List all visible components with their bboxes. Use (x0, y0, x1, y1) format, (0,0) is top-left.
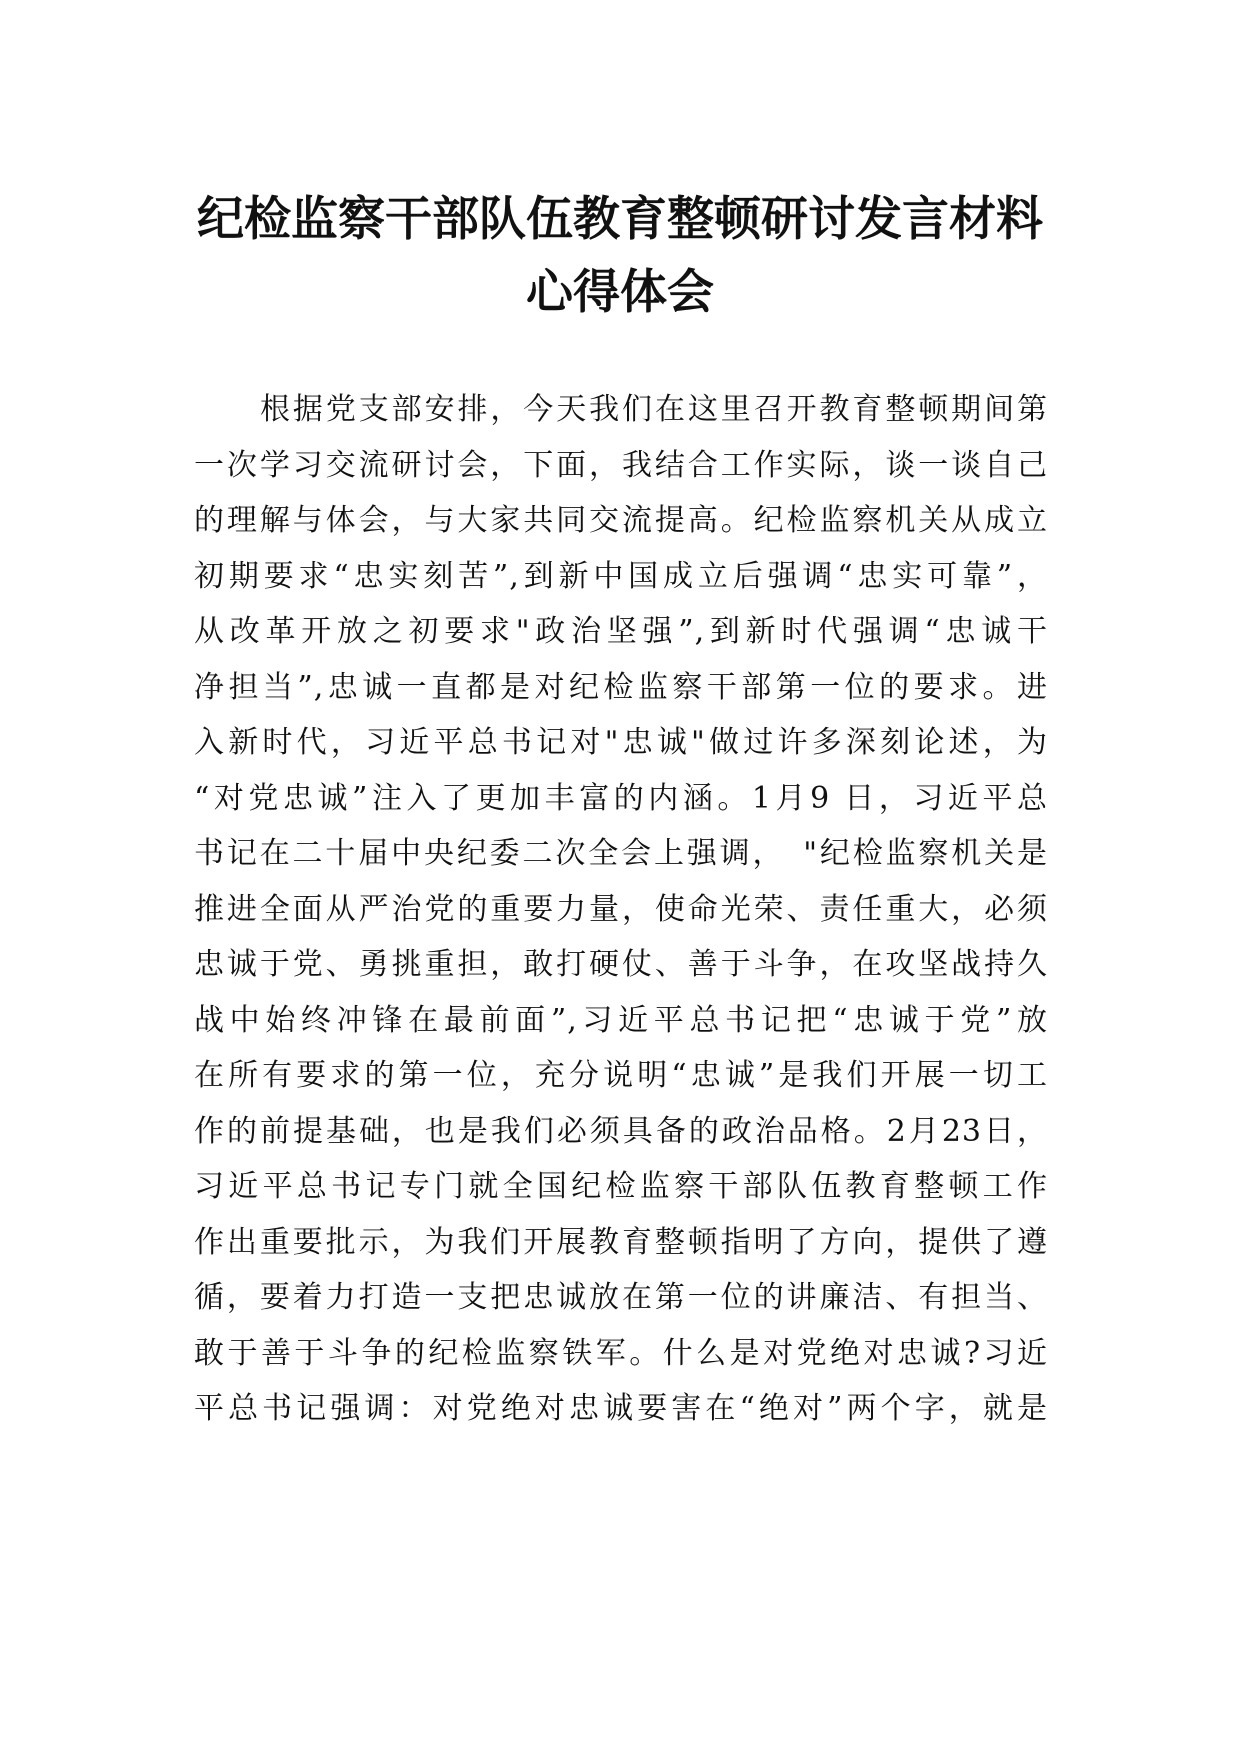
document-subtitle: 心得体会 (526, 265, 714, 320)
body-line: 书记在二十届中央纪委二次全会上强调， "纪检监察机关是 (194, 836, 1048, 871)
body-line: 作出重要批示，为我们开展教育整顿指明了方向，提供了遵 (194, 1224, 1048, 1260)
body-line: 从改革开放之初要求"政治坚强”,到新时代强调“忠诚干 (194, 614, 1048, 649)
body-line: 忠诚于党、勇挑重担，敢打硬仗、善于斗争，在攻坚战持久 (194, 947, 1048, 982)
body-line: 作的前提基础，也是我们必须具备的政治品格。2月23日， (194, 1113, 1048, 1149)
body-line: 习近平总书记专门就全国纪检监察干部队伍教育整顿工作 (194, 1169, 1048, 1204)
body-line: 推进全面从严治党的重要力量，使命光荣、责任重大，必须 (194, 891, 1048, 927)
body-line: 平总书记强调：对党绝对忠诚要害在“绝对”两个字，就是 (194, 1391, 1048, 1426)
body-paragraph (194, 382, 1048, 1437)
body-line: 在所有要求的第一位，充分说明“忠诚”是我们开展一切工 (194, 1058, 1048, 1093)
body-line: 敢于善于斗争的纪检监察铁军。什么是对党绝对忠诚?习近 (194, 1335, 1048, 1371)
body-line: 入新时代，习近平总书记对"忠诚"做过许多深刻论述，为 (194, 725, 1048, 760)
body-line: 战中始终冲锋在最前面”,习近平总书记把“忠诚于党”放 (194, 1002, 1048, 1038)
body-line: 的理解与体会，与大家共同交流提高。纪检监察机关从成立 (194, 503, 1048, 538)
body-line: 根据党支部安排，今天我们在这里召开教育整顿期间第 (260, 392, 1048, 427)
body-line: 一次学习交流研讨会，下面，我结合工作实际，谈一谈自己 (194, 447, 1048, 483)
body-line: 净担当”,忠诚一直都是对纪检监察干部第一位的要求。进 (194, 669, 1048, 705)
body-line: 循，要着力打造一支把忠诚放在第一位的讲廉洁、有担当、 (194, 1280, 1048, 1315)
body-line: “对党忠诚”注入了更加丰富的内涵。1月9 日，习近平总 (194, 780, 1048, 816)
body-line: 初期要求“忠实刻苦”,到新中国成立后强调“忠实可靠”， (194, 558, 1048, 594)
document-title: 纪检监察干部队伍教育整顿研讨发言材料 (197, 192, 1043, 247)
